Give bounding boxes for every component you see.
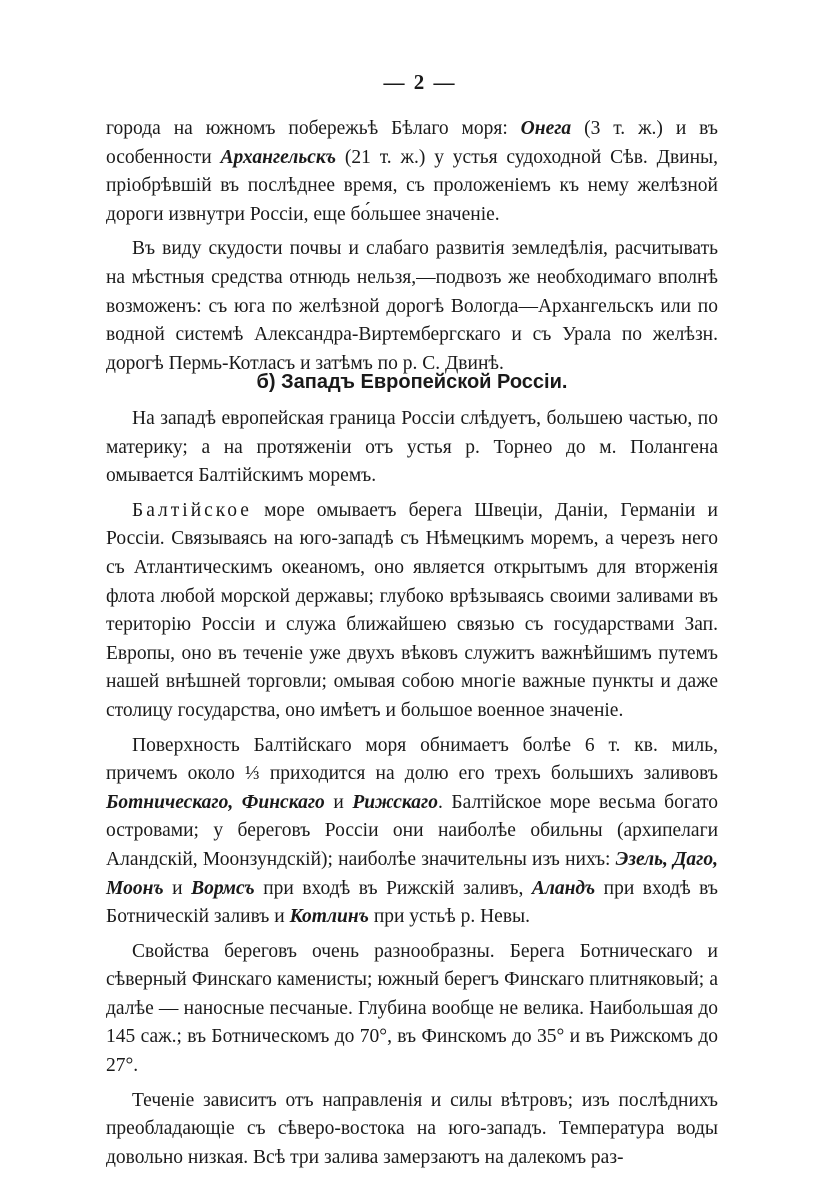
emphasized-place-name: Онега: [520, 118, 572, 139]
text-run: Свойства береговъ очень разнообразны. Берега Ботническаго и сѣверный Финскаго каменисты; южный берегъ Финскаго плитняковый; а далѣе — наносные песчаные. Глубина вообще не велика. Наибольшая до 145 саж.; въ Ботническомъ до 70°, въ Финскомъ до 35° и въ Рижскомъ до 27°.: [106, 940, 718, 1077]
text-run: при входѣ въ Рижскій заливъ,: [254, 877, 532, 899]
text-run: На западѣ европейская граница Россіи слѣдуетъ, большею частью, по материку; а на протяженіи отъ устья р. Торнео до м. Полангена омывается Балтійскимъ моремъ.: [106, 408, 718, 487]
emphasized-place-name: Эзель, Даго, Моонъ: [106, 848, 718, 899]
text-run: при устьѣ р. Невы.: [368, 906, 531, 928]
paragraph-currents: [106, 1087, 718, 1173]
text-run: Въ виду скудости почвы и слабаго развитія земледѣлія, расчитывать на мѣстныя средства отнюдь нельзя,—подвозъ же необходимаго вполнѣ возможенъ: съ юга по желѣзной дорогѣ Вологда—Архангельскъ или по водной системѣ Александра-Виртембергскаго и съ Урала по желѣзн. дорогѣ Пермь-Котласъ и затѣмъ по р. С. Двинѣ.: [106, 238, 718, 374]
text-run: (21 т. ж.) у устья судоходной Сѣв. Двины, пріобрѣвшій въ послѣднее время, съ проложеніемъ къ нему желѣзной дороги извнутри Россіи, еще бо́льшее значеніе.: [106, 146, 718, 225]
text-run: при входѣ въ Ботническій заливъ и: [106, 877, 718, 928]
paragraph-shores: [106, 938, 718, 1081]
intro-section: [106, 115, 718, 378]
emphasized-place-name: Архангельскъ: [220, 146, 337, 168]
text-run: море омываетъ берега Швеціи, Даніи, Германіи и Россіи. Связываясь на юго-западѣ съ Нѣмецкимъ моремъ, а черезъ него съ Атлантическимъ океаномъ, оно является открытымъ для вторженія флота любой морской державы; глубоко врѣзываясь своими заливами въ територію Россіи и служа ближайшею связью съ государствами Зап. Европы, оно въ теченіе уже двухъ вѣковъ служитъ важнѣйшимъ путемъ нашей внѣшней торговли; омывая собою многіе важные пункты и даже столицу государства, оно имѣетъ и большое военное значеніе.: [106, 499, 718, 721]
emphasized-place-name: Ботническаго, Финскаго: [106, 791, 325, 813]
paragraph-baltic-sea: [106, 497, 718, 726]
emphasized-place-name: Рижскаго: [352, 791, 438, 813]
text-run: города на южномъ побережьѣ Бѣлаго моря:: [106, 118, 521, 139]
text-run: Теченіе зависитъ отъ направленія и силы вѣтровъ; изъ послѣднихъ преобладающіе съ сѣверо-востока на юго-западъ. Температура воды довольно низкая. Всѣ три залива замерзаютъ на далекомъ раз-: [106, 1089, 718, 1168]
text-run: и: [163, 877, 192, 899]
paragraph-coastal-towns: [106, 115, 718, 229]
page-number: — 2 —: [383, 70, 457, 94]
west-section: [106, 405, 718, 1172]
text-run: и: [324, 791, 353, 813]
emphasized-place-name: Вормсъ: [191, 877, 255, 899]
section-heading: б) Западъ Европейской Россіи.: [256, 371, 568, 393]
paragraph-supply: [106, 235, 718, 378]
text-run: . Балтійское море весьма богато островами; у береговъ Россіи они наиболѣе обильны (архипелаги Аландскій, Моонзундскій); наиболѣе значительны изъ нихъ:: [106, 791, 719, 870]
paragraph-border: [106, 405, 718, 491]
emphasized-place-name: Аландъ: [531, 877, 596, 899]
text-run: (3 т. ж.) и въ особенности: [106, 118, 718, 168]
text-run: Поверхность Балтійскаго моря обнимаетъ болѣе 6 т. кв. миль, причемъ около ⅓ приходится на долю его трехъ большихъ заливовъ: [106, 734, 718, 785]
emphasized-place-name: Котлинъ: [289, 906, 369, 928]
spaced-term: Балтійское: [132, 499, 252, 521]
paragraph-baltic-surface: [106, 732, 718, 932]
section-heading-wrap: [106, 368, 718, 396]
